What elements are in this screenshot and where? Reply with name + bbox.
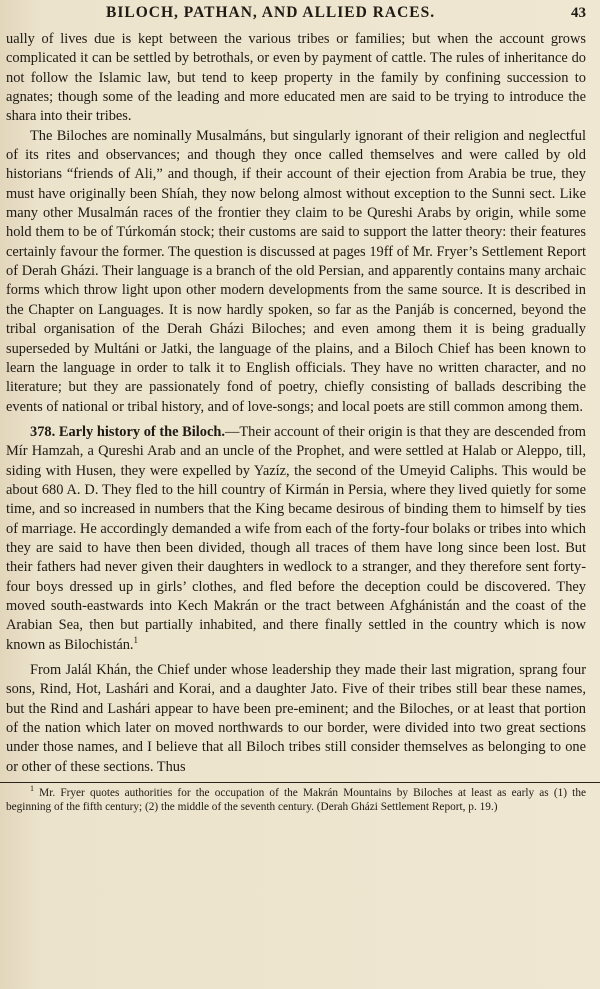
running-head: BILOCH, PATHAN, AND ALLIED RACES.	[106, 4, 436, 21]
paragraph-religion-language: The Biloches are nominally Musalmáns, but singularly ignorant of their religion and neglectful of its rites and observances; and though they once called themselves and were called by old historians “friends of Ali,” and though, if their account of their ejection from Arabia be true, they must have originally been Shíah, they now belong almost without exception to the Sunni sect. Like many other Musalmán races of the frontier they claim to be Qureshi Arabs by origin, while some hold them to be of Túrkomán stock; their customs are said to support the latter theory: their features certainly favour the former. The question is discussed at pages 19ff of Mr. Fryer’s Settlement Report of Derah Gházi. Their language is a branch of the old Persian, and apparently contains many archaic forms which throw light upon other modern developments from the same source. It is described in the Chapter on Languages. It is now hardly spoken, so far as the Panjáb is concerned, beyond the tribal organisation of the Derah Gházi Biloches; and even among them it is being gradually superseded by Multáni or Jatki, the language of the plains, and a Biloch Chief has been known to learn the language in order to talk it to English officials. They have no written character, and no literature; but they are passionately fond of poetry, chiefly consisting of ballads describing the events of national or tribal history, and of love-songs; and local poets are still common among them.	[6, 127, 586, 415]
paragraph-inheritance: ually of lives due is kept between the various tribes or families; but when the account grows complicated it can be settled by betrothals, or even by payment of cattle. The rules of inheritance do not follow the Islamic law, but tend to keep property in the family by confining succession to agnates; though some of the leading and more educated men are said to be trying to introduce the shara into their tribes.	[6, 31, 586, 125]
paragraph-jalal-khan: From Jalál Khán, the Chief under whose leadership they made their last migration, sprang four sons, Rind, Hot, Lashári and Korai, and a daughter Jato. Five of their tribes still bear these names, but the Rind and Lashári appear to have been pre-eminent; and the Biloches, or at least that portion of the nation which later on moved northwards to our border, were divided into two great sections under those names, and I believe that all Biloch tribes still consider themselves as belonging to one or other of these sections. Thus	[6, 662, 586, 775]
footnote-mark: 1	[30, 784, 34, 794]
footnote-reference: 1	[133, 634, 139, 645]
footnote	[6, 786, 586, 814]
section-text: —Their account of their origin is that they are descended from Mír Hamzah, a Qureshi Arab and an uncle of the Prophet, and were settled at Halab or Aleppo, till, siding with Husen, they were expelled by Yazíz, the second of the Umeyid Caliphs. This would be about 680 A. D. They fled to the hill country of Kirmán in Persia, where they lived quietly for some time, and so increased in numbers that the King became desirous of binding them to himself by ties of marriage. He accordingly demanded a wife from each of the forty-four bolaks or tribes into which they are said to have then been divided, though all traces of them have long since been lost. But their fathers had never given their daughters in wedlock to a stranger, and they therefore sent forty-four boys dressed up in girls’ clothes, and fled before the deception could be discovered. They moved south-eastwards into Kech Makrán or the tract between Afghánistán and the coast of the Arabian Sea, then but partially inhabited, and there finally settled in the country which is now known as Bilochistán.	[6, 423, 586, 653]
page-header	[6, 4, 586, 30]
section-title: Early history of the Biloch.	[58, 423, 225, 440]
section-early-history	[6, 423, 586, 655]
footnote-text: Mr. Fryer quotes authorities for the occupation of the Makrán Mountains by Biloches at least as early as (1) the beginning of the fifth century; (2) the middle of the seventh century. (Derah Gházi Settlement Report, p. 19.)	[6, 787, 586, 814]
footnote-divider	[0, 782, 600, 783]
page-number: 43	[571, 5, 586, 21]
body-text	[6, 30, 586, 777]
section-number: 378.	[30, 423, 56, 440]
